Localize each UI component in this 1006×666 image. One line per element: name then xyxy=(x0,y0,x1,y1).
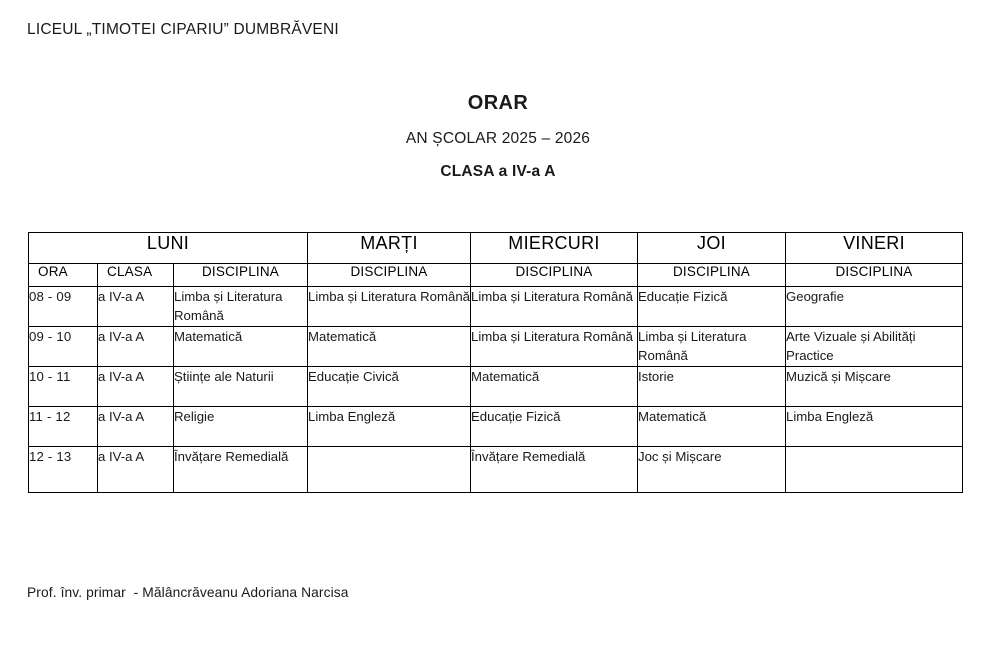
document-title: ORAR xyxy=(467,92,529,114)
cell-vineri: Geografie xyxy=(786,287,963,327)
cell-joi: Educație Fizică xyxy=(638,287,786,327)
cell-joi: Limba și Literatura Română xyxy=(638,327,786,367)
day-header-luni: LUNI xyxy=(29,233,308,264)
cell-luni: Religie xyxy=(174,407,308,447)
sub-header-disciplina-miercuri: DISCIPLINA xyxy=(471,264,638,287)
sub-header-ora: ORA xyxy=(29,264,98,287)
cell-vineri: Muzică și Mișcare xyxy=(786,367,963,407)
cell-marti: Limba și Literatura Română xyxy=(308,287,471,327)
cell-vineri: Limba Engleză xyxy=(786,407,963,447)
sub-header-disciplina-luni: DISCIPLINA xyxy=(174,264,308,287)
cell-luni: Științe ale Naturii xyxy=(174,367,308,407)
cell-joi: Matematică xyxy=(638,407,786,447)
day-header-vineri: VINERI xyxy=(786,233,963,264)
cell-luni: Limba și Literatura Română xyxy=(174,287,308,327)
table-row xyxy=(29,447,963,493)
cell-miercuri: Limba și Literatura Română xyxy=(471,287,638,327)
sub-header-disciplina-joi: DISCIPLINA xyxy=(638,264,786,287)
cell-miercuri: Limba și Literatura Română xyxy=(471,327,638,367)
day-header-marti: MARȚI xyxy=(308,233,471,264)
cell-clasa: a IV-a A xyxy=(98,327,174,367)
cell-luni: Învățare Remedială xyxy=(174,447,308,493)
cell-marti xyxy=(308,447,471,493)
class-label: CLASA a IV-a A xyxy=(440,163,556,180)
teacher-signature-line: Prof. înv. primar - Mălâncrăveanu Adoriana Narcisa xyxy=(27,585,349,600)
cell-ora: 10 - 11 xyxy=(29,367,98,407)
cell-vineri: Arte Vizuale și Abilități Practice xyxy=(786,327,963,367)
cell-joi: Joc și Mișcare xyxy=(638,447,786,493)
cell-marti: Educație Civică xyxy=(308,367,471,407)
cell-ora: 09 - 10 xyxy=(29,327,98,367)
school-name: LICEUL „TIMOTEI CIPARIU” DUMBRĂVENI xyxy=(27,21,339,38)
cell-ora: 11 - 12 xyxy=(29,407,98,447)
school-year-label: AN ȘCOLAR 2025 – 2026 xyxy=(405,130,591,147)
sub-header-disciplina-marti: DISCIPLINA xyxy=(308,264,471,287)
cell-clasa: a IV-a A xyxy=(98,287,174,327)
cell-ora: 08 - 09 xyxy=(29,287,98,327)
cell-miercuri: Educație Fizică xyxy=(471,407,638,447)
day-header-row xyxy=(29,233,963,264)
table-row xyxy=(29,287,963,327)
sub-header-row xyxy=(29,264,963,287)
cell-vineri xyxy=(786,447,963,493)
day-header-joi: JOI xyxy=(638,233,786,264)
sub-header-clasa: CLASA xyxy=(98,264,174,287)
cell-clasa: a IV-a A xyxy=(98,407,174,447)
cell-ora: 12 - 13 xyxy=(29,447,98,493)
cell-clasa: a IV-a A xyxy=(98,367,174,407)
table-row xyxy=(29,367,963,407)
table-row xyxy=(29,327,963,367)
cell-clasa: a IV-a A xyxy=(98,447,174,493)
title-block xyxy=(0,92,1006,181)
cell-marti: Matematică xyxy=(308,327,471,367)
timetable-container xyxy=(28,232,962,493)
cell-miercuri: Matematică xyxy=(471,367,638,407)
cell-joi: Istorie xyxy=(638,367,786,407)
cell-marti: Limba Engleză xyxy=(308,407,471,447)
day-header-miercuri: MIERCURI xyxy=(471,233,638,264)
timetable xyxy=(28,232,963,493)
cell-miercuri: Învățare Remedială xyxy=(471,447,638,493)
cell-luni: Matematică xyxy=(174,327,308,367)
table-row xyxy=(29,407,963,447)
sub-header-disciplina-vineri: DISCIPLINA xyxy=(786,264,963,287)
